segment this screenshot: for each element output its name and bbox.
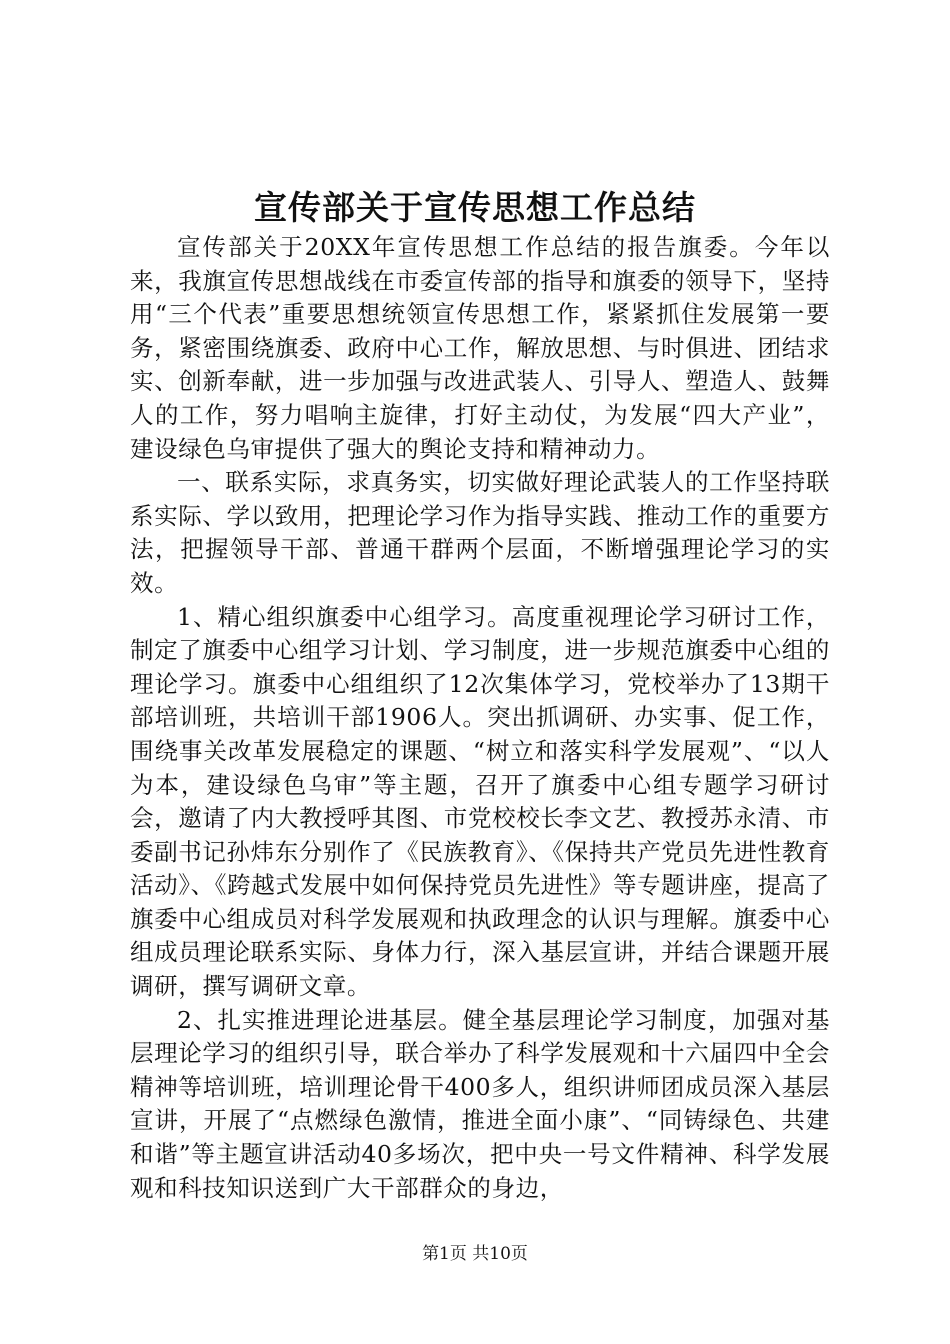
paragraph-intro: 宣传部关于20XX年宣传思想工作总结的报告旗委。今年以来，我旗宣传思想战线在市委宣传部的指导和旗委的领导下，坚持用“三个代表”重要思想统领宣传思想工作，紧紧抓住发展第一要务，紧密围绕旗委、政府中心工作，解放思想、与时俱进、团结求实、创新奉献，进一步加强与改进武装人、引导人、塑造人、鼓舞人的工作，努力唱响主旋律，打好主动仗，为发展“四大产业”，建设绿色乌审提供了强大的舆论支持和精神动力。 [130, 233, 830, 463]
page-number-footer: 第1页 共10页 [422, 1244, 528, 1264]
document-body [130, 231, 830, 1205]
paragraph-item-2: 2、扎实推进理论进基层。健全基层理论学习制度，加强对基层理论学习的组织引导，联合举办了科学发展观和十六届四中全会精神等培训班，培训理论骨干400多人，组织讲师团成员深入基层宣讲，开展了“点燃绿色激情，推进全面小康”、“同铸绿色、共建和谐”等主题宣讲活动40多场次，把中央一号文件精神、科学发展观和科技知识送到广大干部群众的身边， [130, 1005, 830, 1202]
paragraph-section-1-heading: 一、联系实际，求真务实，切实做好理论武装人的工作坚持联系实际、学以致用，把理论学习作为指导实践、推动工作的重要方法，把握领导干部、普通干群两个层面，不断增强理论学习的实效。 [130, 468, 830, 597]
paragraph-item-1: 1、精心组织旗委中心组学习。高度重视理论学习研讨工作，制定了旗委中心组学习计划、学习制度，进一步规范旗委中心组的理论学习。旗委中心组组织了12次集体学习，党校举办了13期干部培训班，共培训干部1906人。突出抓调研、办实事、促工作，围绕事关改革发展稳定的课题、“树立和落实科学发展观”、“以人为本，建设绿色乌审”等主题，召开了旗委中心组专题学习研讨会，邀请了内大教授呼其图、市党校校长李文艺、教授苏永清、市委副书记孙炜东分别作了《民族教育》、《保持共产党员先进性教育活动》、《跨越式发展中如何保持党员先进性》等专题讲座，提高了旗委中心组成员对科学发展观和执政理念的认识与理解。旗委中心组成员理论联系实际、身体力行，深入基层宣讲，并结合课题开展调研，撰写调研文章。 [130, 602, 830, 1001]
document-title: 宣传部关于宣传思想工作总结 [254, 188, 696, 227]
